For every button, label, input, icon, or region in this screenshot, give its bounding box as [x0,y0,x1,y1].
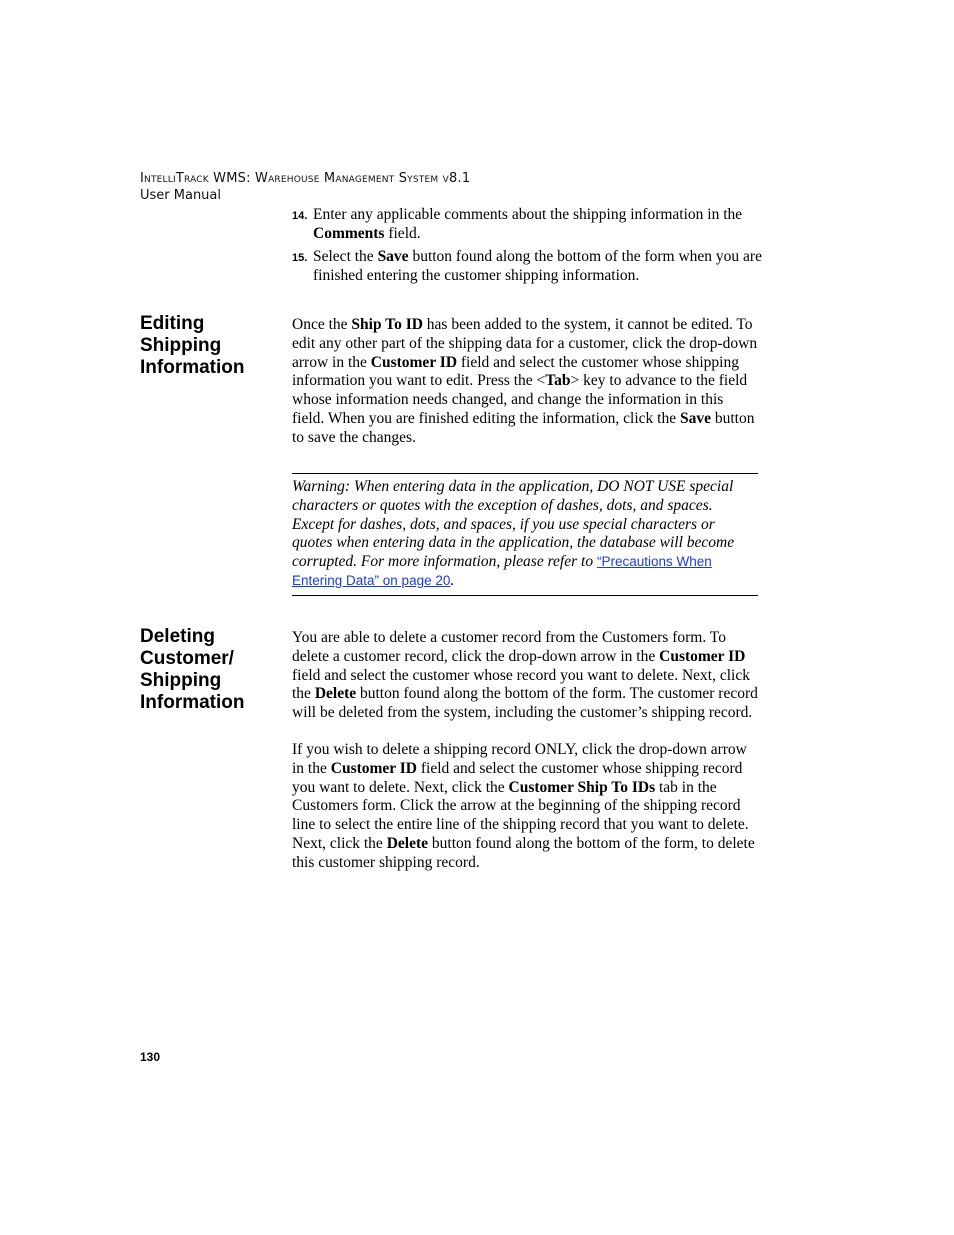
step-text: field. [384,225,421,242]
paragraph [292,741,758,873]
tab-name: Customer Ship To IDs [508,778,656,796]
paragraph [292,629,758,723]
editing-body [292,316,758,448]
step-list [292,205,762,289]
text-run: If you wish to delete a shipping record ONLY, click the drop-down arrow in the [292,740,747,777]
button-name: Save [377,248,409,265]
cross-reference-link[interactable]: “Precautions When Entering Data” on page 20 [292,554,712,588]
page-number: 130 [140,1050,161,1064]
manual-subtitle: User Manual [140,188,222,203]
step-text: button found along the bottom of the form when you are finished entering the customer shipping information. [313,248,762,284]
step-text: Enter any applicable comments about the shipping information in the [313,206,743,223]
text-run: field and select the customer whose record you want to delete. Next, click the [292,666,750,703]
paragraph [292,316,758,448]
text-run: Once the [292,316,352,333]
section-heading-editing: Editing Shipping Information [140,313,245,378]
section-heading-deleting: Deleting Customer/ Shipping Information [140,626,245,713]
warning-trailing: . [450,571,455,589]
field-name: Ship To ID [351,316,423,333]
list-item [292,205,762,243]
field-name: Customer ID [659,647,746,665]
text-run: field and select the customer whose shipping record you want to delete. Next, click the [292,759,743,796]
button-name: Delete [314,685,357,703]
step-text: Select the [313,248,378,265]
manual-title: IntelliTrack WMS: Warehouse Management System v8.1 [140,171,471,186]
text-run: You are able to delete a customer record from the Customers form. To delete a customer record, click the drop-down arrow in the [292,629,726,665]
text-run: tab in the Customers form. Click the arrow at the beginning of the shipping record line to select the entire line of the shipping record that you want to delete. Next, click the [292,778,749,852]
button-name: Delete [386,834,429,852]
running-header [140,170,470,204]
field-name: Customer ID [370,353,458,371]
text-run: button to save the changes. [292,409,755,446]
text-run: > key to advance to the field whose information needs changed, and change the information in this field. When you are finished editing the information, click the [292,372,748,427]
text-run: button found along the bottom of the form. The customer record will be deleted from the system, including the customer’s shipping record. [292,685,758,722]
key-name: Tab [545,372,571,390]
deleting-body [292,629,758,873]
list-item [292,247,762,285]
step-number: 15. [292,252,308,264]
field-name: Customer ID [330,759,417,777]
button-name: Save [679,409,711,427]
text-run: button found along the bottom of the form, to delete this customer shipping record. [292,834,755,871]
step-number: 14. [292,210,308,222]
text-run: has been added to the system, it cannot be edited. To edit any other part of the shipping data for a customer, click the drop-down arrow in the [292,316,758,371]
field-name: Comments [313,225,385,242]
warning-box [292,473,758,596]
text-run: field and select the customer whose shipping information you want to edit. Press the < [292,353,739,390]
warning-text: Warning: When entering data in the application, DO NOT USE special characters or quotes with the exception of dashes, dots, and spaces. Except for dashes, dots, and spaces, if you use special characters or quotes when entering data in the application, the database will become corrupted. For more information, please refer to [292,478,735,571]
